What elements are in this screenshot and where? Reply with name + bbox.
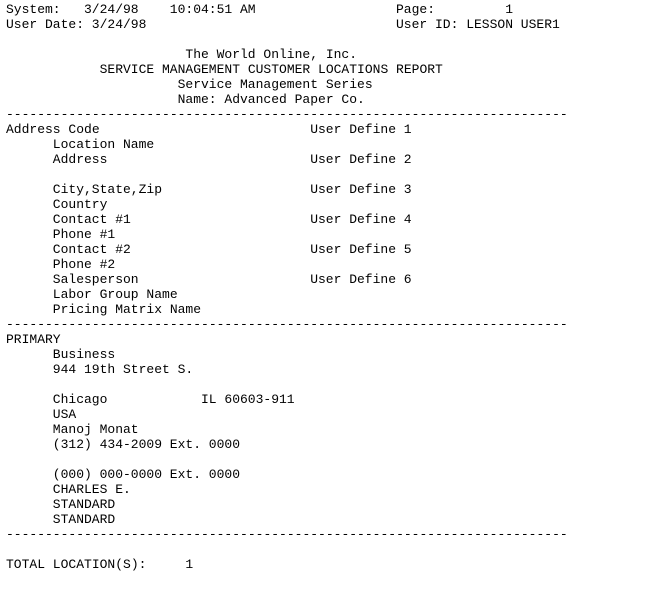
divider-line: ------------------------------------------------------------------------: [6, 107, 568, 122]
label-address-code: Address Code: [6, 122, 100, 137]
value-contact-1: Manoj Monat: [52, 422, 139, 437]
value-location-name: Business: [52, 347, 116, 362]
divider-line: ------------------------------------------------------------------------: [6, 317, 568, 332]
value-pricing-matrix: STANDARD: [52, 512, 116, 527]
user-id-value: LESSON USER1: [466, 17, 560, 32]
value-country: USA: [52, 407, 77, 422]
label-salesperson: Salesperson: [52, 272, 139, 287]
label-user-define-4: User Define 4: [310, 212, 412, 227]
system-label: System:: [6, 2, 61, 17]
label-contact-2: Contact #2: [52, 242, 131, 257]
total-locations-value: 1: [185, 557, 194, 572]
label-labor-group-name: Labor Group Name: [52, 287, 178, 302]
label-country: Country: [52, 197, 108, 212]
label-address: Address: [52, 152, 108, 167]
value-labor-group: STANDARD: [52, 497, 116, 512]
page-number-value: 1: [505, 2, 513, 17]
label-contact-1: Contact #1: [52, 212, 131, 227]
customer-name-line: Name: Advanced Paper Co.: [177, 92, 365, 107]
report-series: Service Management Series: [177, 77, 373, 92]
value-phone-2: (000) 000-0000: [52, 467, 163, 482]
company-name: The World Online, Inc.: [185, 47, 358, 62]
page-label: Page:: [396, 2, 436, 17]
label-city-state-zip: City,State,Zip: [52, 182, 163, 197]
system-time-value: 10:04:51 AM: [169, 2, 256, 17]
value-address-code: PRIMARY: [6, 332, 61, 347]
user-date-value: 3/24/98: [91, 17, 147, 32]
value-phone-2-ext: Ext. 0000: [169, 467, 241, 482]
value-salesperson: CHARLES E.: [52, 482, 131, 497]
value-state: IL: [201, 392, 217, 407]
label-user-define-2: User Define 2: [310, 152, 412, 167]
label-user-define-3: User Define 3: [310, 182, 412, 197]
value-address-1: 944 19th Street S.: [52, 362, 194, 377]
label-location-name: Location Name: [52, 137, 155, 152]
label-user-define-6: User Define 6: [310, 272, 412, 287]
divider-line: ------------------------------------------------------------------------: [6, 527, 568, 542]
value-zip: 60603-911: [224, 392, 295, 407]
label-phone-1: Phone #1: [52, 227, 116, 242]
user-id-label: User ID:: [396, 17, 459, 32]
value-phone-1: (312) 434-2009: [52, 437, 163, 452]
value-city: Chicago: [52, 392, 108, 407]
value-phone-1-ext: Ext. 0000: [169, 437, 241, 452]
label-phone-2: Phone #2: [52, 257, 116, 272]
system-date-value: 3/24/98: [84, 2, 139, 17]
user-date-label: User Date:: [6, 17, 85, 32]
label-user-define-1: User Define 1: [310, 122, 412, 137]
label-pricing-matrix-name: Pricing Matrix Name: [52, 302, 202, 317]
report-title: SERVICE MANAGEMENT CUSTOMER LOCATIONS REPORT: [99, 62, 443, 77]
total-locations-label: TOTAL LOCATION(S):: [6, 557, 147, 572]
label-user-define-5: User Define 5: [310, 242, 412, 257]
